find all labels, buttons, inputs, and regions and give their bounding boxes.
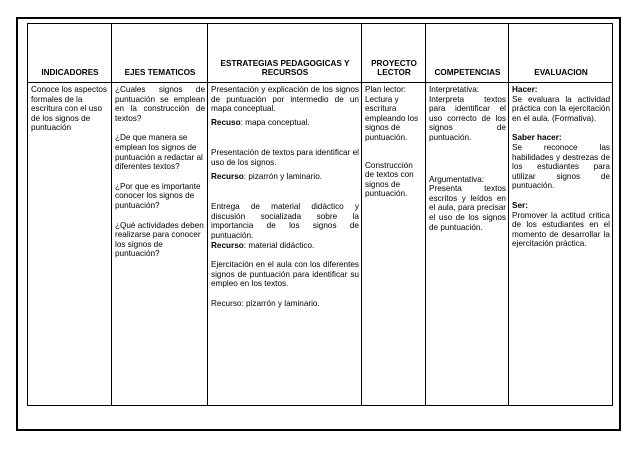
recurso-line: Recurso: pizarrón y laminario. [211, 298, 320, 308]
cell-proyecto-lector [362, 83, 426, 406]
recurso-text: : material didáctico. [243, 240, 315, 250]
recurso-label: Recurso [211, 240, 244, 250]
evaluacion-label: Saber hacer: [512, 133, 562, 143]
cell-ejes-tematicos [112, 83, 208, 406]
evaluacion-text: Se reconoce las habilidades y destrezas de los estudiantes para utilizar signos de puntuación. [512, 142, 610, 191]
recurso-text: : pizarrón y laminario. [243, 171, 323, 181]
recurso-label: Recuso [211, 117, 241, 127]
estrategia-text: Presentación y explicación de los signos de puntuación por intermedio de un mapa conceptual. [211, 85, 359, 114]
evaluacion-block [512, 85, 610, 123]
recurso-text: : mapa conceptual. [240, 117, 310, 127]
eje-question: ¿Qué actividades deben realizarse para conocer los signos de puntuación? [115, 220, 204, 259]
eje-question: ¿Por que es importante conocer los signos de puntuación? [115, 181, 201, 210]
recurso-line [211, 172, 359, 182]
planning-table [27, 23, 613, 406]
header-estrategias: ESTRATEGIAS PEDAGOGICAS Y RECURSOS [208, 24, 362, 83]
header-indicadores: INDICADORES [28, 24, 112, 83]
competencia-text: Interpretativa: Interpreta textos para identificar el uso correcto de los signos de puntuación. [429, 85, 506, 142]
evaluacion-label: Hacer: [512, 85, 538, 94]
evaluacion-label: Ser: [512, 200, 528, 210]
header-evaluacion: EVALUACION [509, 24, 613, 83]
content-row [28, 83, 613, 406]
proyecto-text: Plan lector: Lectura y escritura empleando los signos de puntuación. [365, 85, 419, 142]
estrategia-text: Entrega de material didáctico y discusión socializada sobre la importancia de los signos de puntuación. [211, 202, 359, 240]
recurso-line [211, 118, 359, 128]
cell-evaluacion [509, 83, 613, 406]
cell-estrategias [208, 83, 362, 406]
proyecto-text: Construcción de textos con signos de puntuación. [365, 160, 414, 199]
competencia-text: Argumentativa: Presenta textos escritos y leídos en el aula, para precisar el uso de los signos de puntuación. [429, 174, 506, 232]
estrategia-text: Presentación de textos para identificar el uso de los signos. [211, 148, 359, 167]
header-ejes-tematicos: EJES TEMATICOS [112, 24, 208, 83]
estrategia-text: Ejercitación en el aula con los diferentes signos de puntuación para identificar su empleo en los textos. [211, 260, 359, 289]
recurso-line [211, 241, 359, 251]
cell-competencias [426, 83, 509, 406]
evaluacion-block [512, 133, 610, 191]
cell-indicadores [28, 83, 112, 406]
header-proyecto-lector: PROYECTO LECTOR [362, 24, 426, 83]
evaluacion-text: Se evaluara la actividad práctica con la ejercitación en el aula. (Formativa). [512, 94, 610, 123]
recurso-label: Recurso [211, 171, 244, 181]
header-row [28, 24, 613, 83]
indicadores-text: Conoce los aspectos formales de la escritura con el uso de los signos de puntuación [31, 85, 108, 133]
evaluacion-text: Promover la actitud critica de los estudiantes en el momento de desarrollar la ejercitación práctica. [512, 210, 610, 249]
evaluacion-block [512, 201, 610, 249]
header-competencias: COMPETENCIAS [426, 24, 509, 83]
eje-question: ¿De que manera se emplean los signos de puntuación a redactar al diferentes textos? [115, 133, 203, 172]
eje-question: ¿Cuales signos de puntuación se emplean en la construcción de textos? [115, 85, 205, 123]
